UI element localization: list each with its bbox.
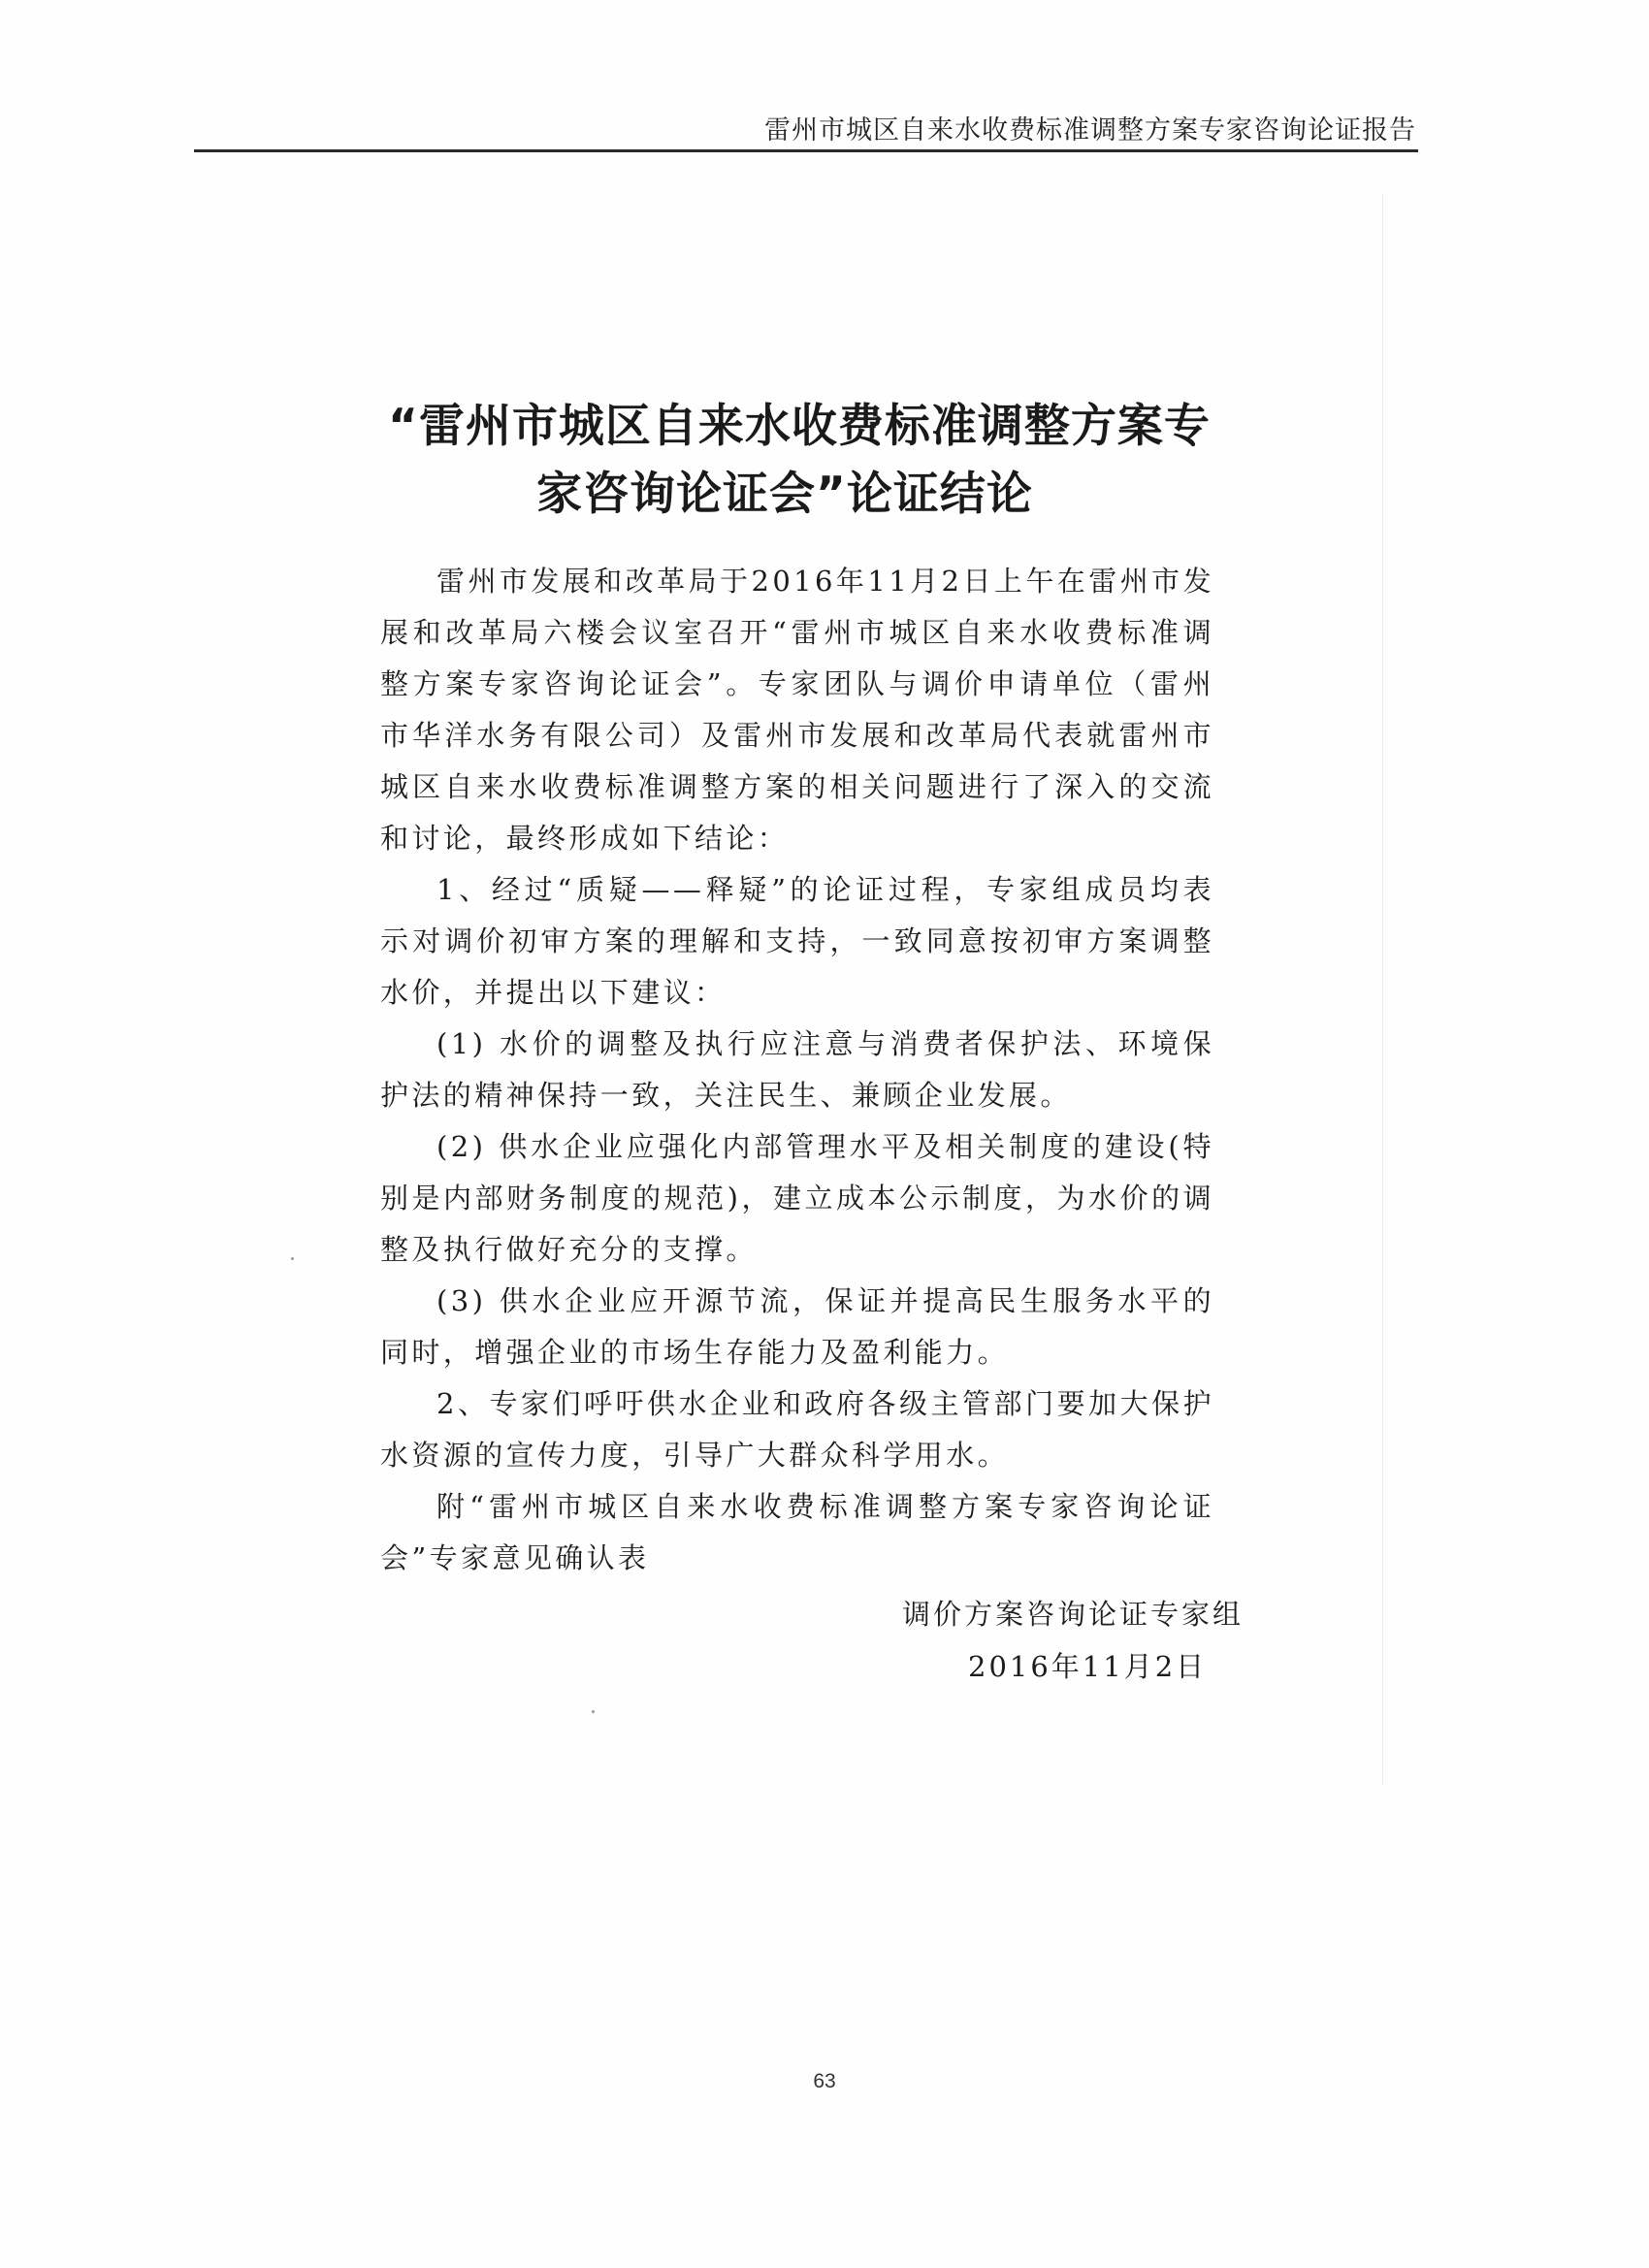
signature-date: 2016年11月2日	[968, 1650, 1208, 1683]
signature-block	[902, 1588, 1245, 1693]
title-line-1: “雷州市城区自来水收费标准调整方案专	[388, 400, 1211, 453]
suggestion-2-paragraph: (2) 供水企业应强化内部管理水平及相关制度的建设(特别是内部财务制度的规范)，建立成本公示制度，为水价的调整及执行做好充分的支撑。	[380, 1130, 1214, 1266]
suggestion-3-paragraph: (3) 供水企业应开源节流，保证并提高民生服务水平的同时，增强企业的市场生存能力及盈利能力。	[380, 1284, 1214, 1369]
page-number: 63	[813, 2070, 836, 2092]
signature-org: 调价方案咨询论证专家组	[902, 1598, 1245, 1631]
scan-speck	[291, 1257, 294, 1260]
document-title	[388, 393, 1242, 529]
attachment-note-paragraph: 附“雷州市城区自来水收费标准调整方案专家咨询论证会”专家意见确认表	[380, 1490, 1214, 1574]
conclusion-1-paragraph: 1、经过“质疑——释疑”的论证过程，专家组成员均表示对调价初审方案的理解和支持，一致同意按初审方案调整水价，并提出以下建议：	[380, 873, 1214, 1009]
running-header: 雷州市城区自来水收费标准调整方案专家咨询论证报告	[764, 115, 1416, 146]
scan-edge-line	[1382, 194, 1383, 1785]
body-text	[380, 556, 1214, 1584]
header-rule	[194, 149, 1418, 152]
conclusion-2-paragraph: 2、专家们呼吁供水企业和政府各级主管部门要加大保护水资源的宣传力度，引导广大群众科学用水。	[380, 1387, 1214, 1472]
scan-speck	[592, 1710, 595, 1713]
title-line-2: 家咨询论证会”论证结论	[536, 468, 1033, 521]
suggestion-1-paragraph: (1) 水价的调整及执行应注意与消费者保护法、环境保护法的精神保持一致，关注民生、兼顾企业发展。	[380, 1027, 1214, 1112]
intro-paragraph: 雷州市发展和改革局于2016年11月2日上午在雷州市发展和改革局六楼会议室召开“雷州市城区自来水收费标准调整方案专家咨询论证会”。专家团队与调价申请单位（雷州市华洋水务有限公司）及雷州市发展和改革局代表就雷州市城区自来水收费标准调整方案的相关问题进行了深入的交流和讨论，最终形成如下结论：	[380, 565, 1214, 855]
